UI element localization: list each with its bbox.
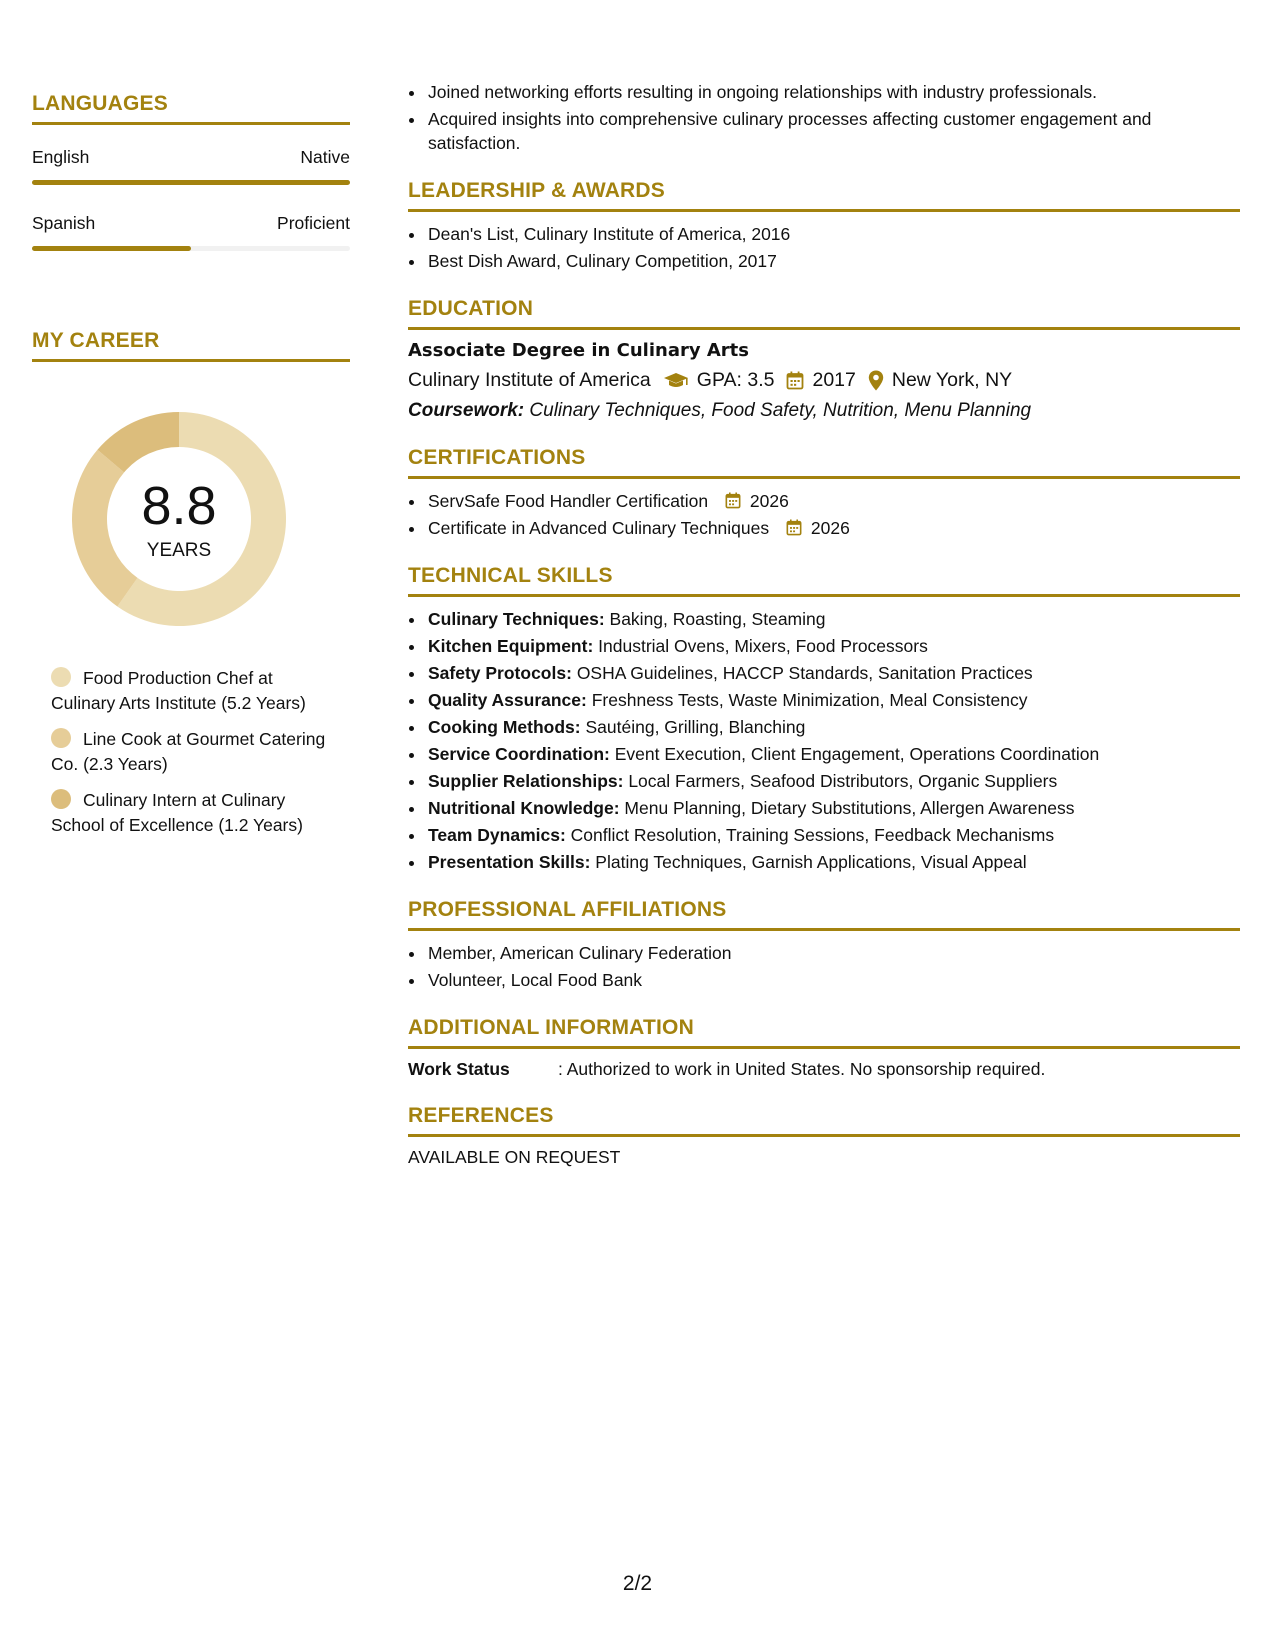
experience-continued-list [408,80,1240,155]
education-details [408,369,1240,392]
coursework-label: Coursework: [408,400,525,421]
work-status-label: Work Status [408,1059,510,1079]
additional-info-section [408,1016,1240,1080]
skill-label: Cooking Methods: [428,717,581,737]
certification-year: 2026 [810,518,850,538]
language-bar-fill [32,180,350,185]
language-bar [32,246,350,251]
career-donut-chart [66,406,292,632]
career-legend-item [51,727,341,777]
certification-name: Certificate in Advanced Culinary Techniques [428,518,770,538]
skill-item [426,850,1240,874]
technical-skills-title: TECHNICAL SKILLS [408,564,1240,597]
skill-value: Event Execution, Client Engagement, Operations Coordination [614,744,1100,764]
languages-title: LANGUAGES [32,92,350,125]
award-item: • Best Dish Award, Culinary Competition, 2017 [426,249,1240,273]
career-section [32,329,350,838]
skill-value: Sautéing, Grilling, Blanching [585,717,806,737]
references-text: AVAILABLE ON REQUEST [408,1147,621,1167]
references-title: REFERENCES [408,1104,1240,1137]
left-column [32,92,350,849]
right-column [408,80,1240,1168]
skill-item [426,607,1240,631]
skill-value: Industrial Ovens, Mixers, Food Processors [598,636,928,656]
language-bar-fill [32,246,191,251]
skill-item [426,634,1240,658]
language-bar [32,180,350,185]
skill-label: Presentation Skills: [428,852,591,872]
calendar-icon [786,519,802,536]
affiliations-title: PROFESSIONAL AFFILIATIONS [408,898,1240,931]
skill-value: Menu Planning, Dietary Substitutions, Allergen Awareness [624,798,1075,818]
skill-label: Nutritional Knowledge: [428,798,620,818]
education-location: New York, NY [891,369,1013,391]
legend-dot-icon [51,728,71,748]
leadership-section [408,179,1240,273]
additional-info-title: ADDITIONAL INFORMATION [408,1016,1240,1049]
education-coursework [408,400,1240,422]
certification-name: ServSafe Food Handler Certification [428,491,709,511]
career-entry-text: Culinary Intern at Culinary School of Excellence (1.2 Years) [51,790,303,835]
graduation-cap-icon [663,372,689,390]
skill-value: Freshness Tests, Waste Minimization, Meal Consistency [591,690,1028,710]
skill-item [426,823,1240,847]
language-name: English [32,147,90,167]
skill-label: Team Dynamics: [428,825,566,845]
career-entry-text: Food Production Chef at Culinary Arts Institute (5.2 Years) [51,668,306,713]
language-item-english [32,147,350,185]
skill-label: Culinary Techniques: [428,609,605,629]
location-pin-icon [868,370,884,391]
award-item: • Dean's List, Culinary Institute of America, 2016 [426,222,1240,246]
skill-value: Local Farmers, Seafood Distributors, Organic Suppliers [628,771,1058,791]
skill-item [426,796,1240,820]
skill-item [426,661,1240,685]
technical-skills-section [408,564,1240,874]
language-level: Proficient [277,213,350,233]
career-years-unit: YEARS [146,540,212,561]
skill-value: Baking, Roasting, Steaming [609,609,826,629]
affiliation-item: • Member, American Culinary Federation [426,941,1240,965]
career-entry-text: Line Cook at Gourmet Catering Co. (2.3 Years) [51,729,326,774]
skill-item [426,742,1240,766]
certifications-title: CERTIFICATIONS [408,446,1240,479]
work-status-value: : Authorized to work in United States. No sponsorship required. [558,1059,1046,1079]
affiliation-item: • Volunteer, Local Food Bank [426,968,1240,992]
skill-item [426,688,1240,712]
language-level: Native [300,147,350,167]
skill-value: Conflict Resolution, Training Sessions, Feedback Mechanisms [570,825,1055,845]
language-name: Spanish [32,213,96,233]
certification-item [426,489,1240,513]
career-legend-item [51,666,341,716]
education-section [408,297,1240,422]
legend-dot-icon [51,789,71,809]
education-title: EDUCATION [408,297,1240,330]
career-legend-item [51,788,341,838]
calendar-icon [786,371,804,390]
skill-label: Supplier Relationships: [428,771,624,791]
skill-value: OSHA Guidelines, HACCP Standards, Sanitation Practices [576,663,1033,683]
career-title: MY CAREER [32,329,350,362]
page-number: 2/2 [622,1572,653,1595]
skill-item [426,769,1240,793]
skill-item [426,715,1240,739]
skill-label: Kitchen Equipment: [428,636,594,656]
skill-label: Quality Assurance: [428,690,587,710]
affiliations-section [408,898,1240,992]
skill-value: Plating Techniques, Garnish Applications, Visual Appeal [595,852,1027,872]
education-year: 2017 [812,369,856,391]
language-item-spanish [32,213,350,251]
references-section [408,1104,1240,1168]
skill-label: Service Coordination: [428,744,610,764]
certification-year: 2026 [749,491,789,511]
languages-section [32,92,350,251]
work-status-row [408,1059,1240,1080]
experience-bullet: • Joined networking efforts resulting in ongoing relationships with industry professionals. [426,80,1240,104]
leadership-title: LEADERSHIP & AWARDS [408,179,1240,212]
certification-item [426,516,1240,540]
experience-bullet: • Acquired insights into comprehensive culinary processes affecting customer engagement and satisfaction. [426,107,1240,155]
education-degree: Associate Degree in Culinary Arts [408,340,749,361]
education-gpa: GPA: 3.5 [696,369,775,391]
career-legend [51,666,341,838]
legend-dot-icon [51,667,71,687]
calendar-icon [725,492,741,509]
skill-label: Safety Protocols: [428,663,572,683]
education-school: Culinary Institute of America [408,369,651,391]
certifications-section [408,446,1240,540]
career-total-years: 8.8 [141,476,217,536]
coursework-list: Culinary Techniques, Food Safety, Nutrition, Menu Planning [529,400,1032,421]
